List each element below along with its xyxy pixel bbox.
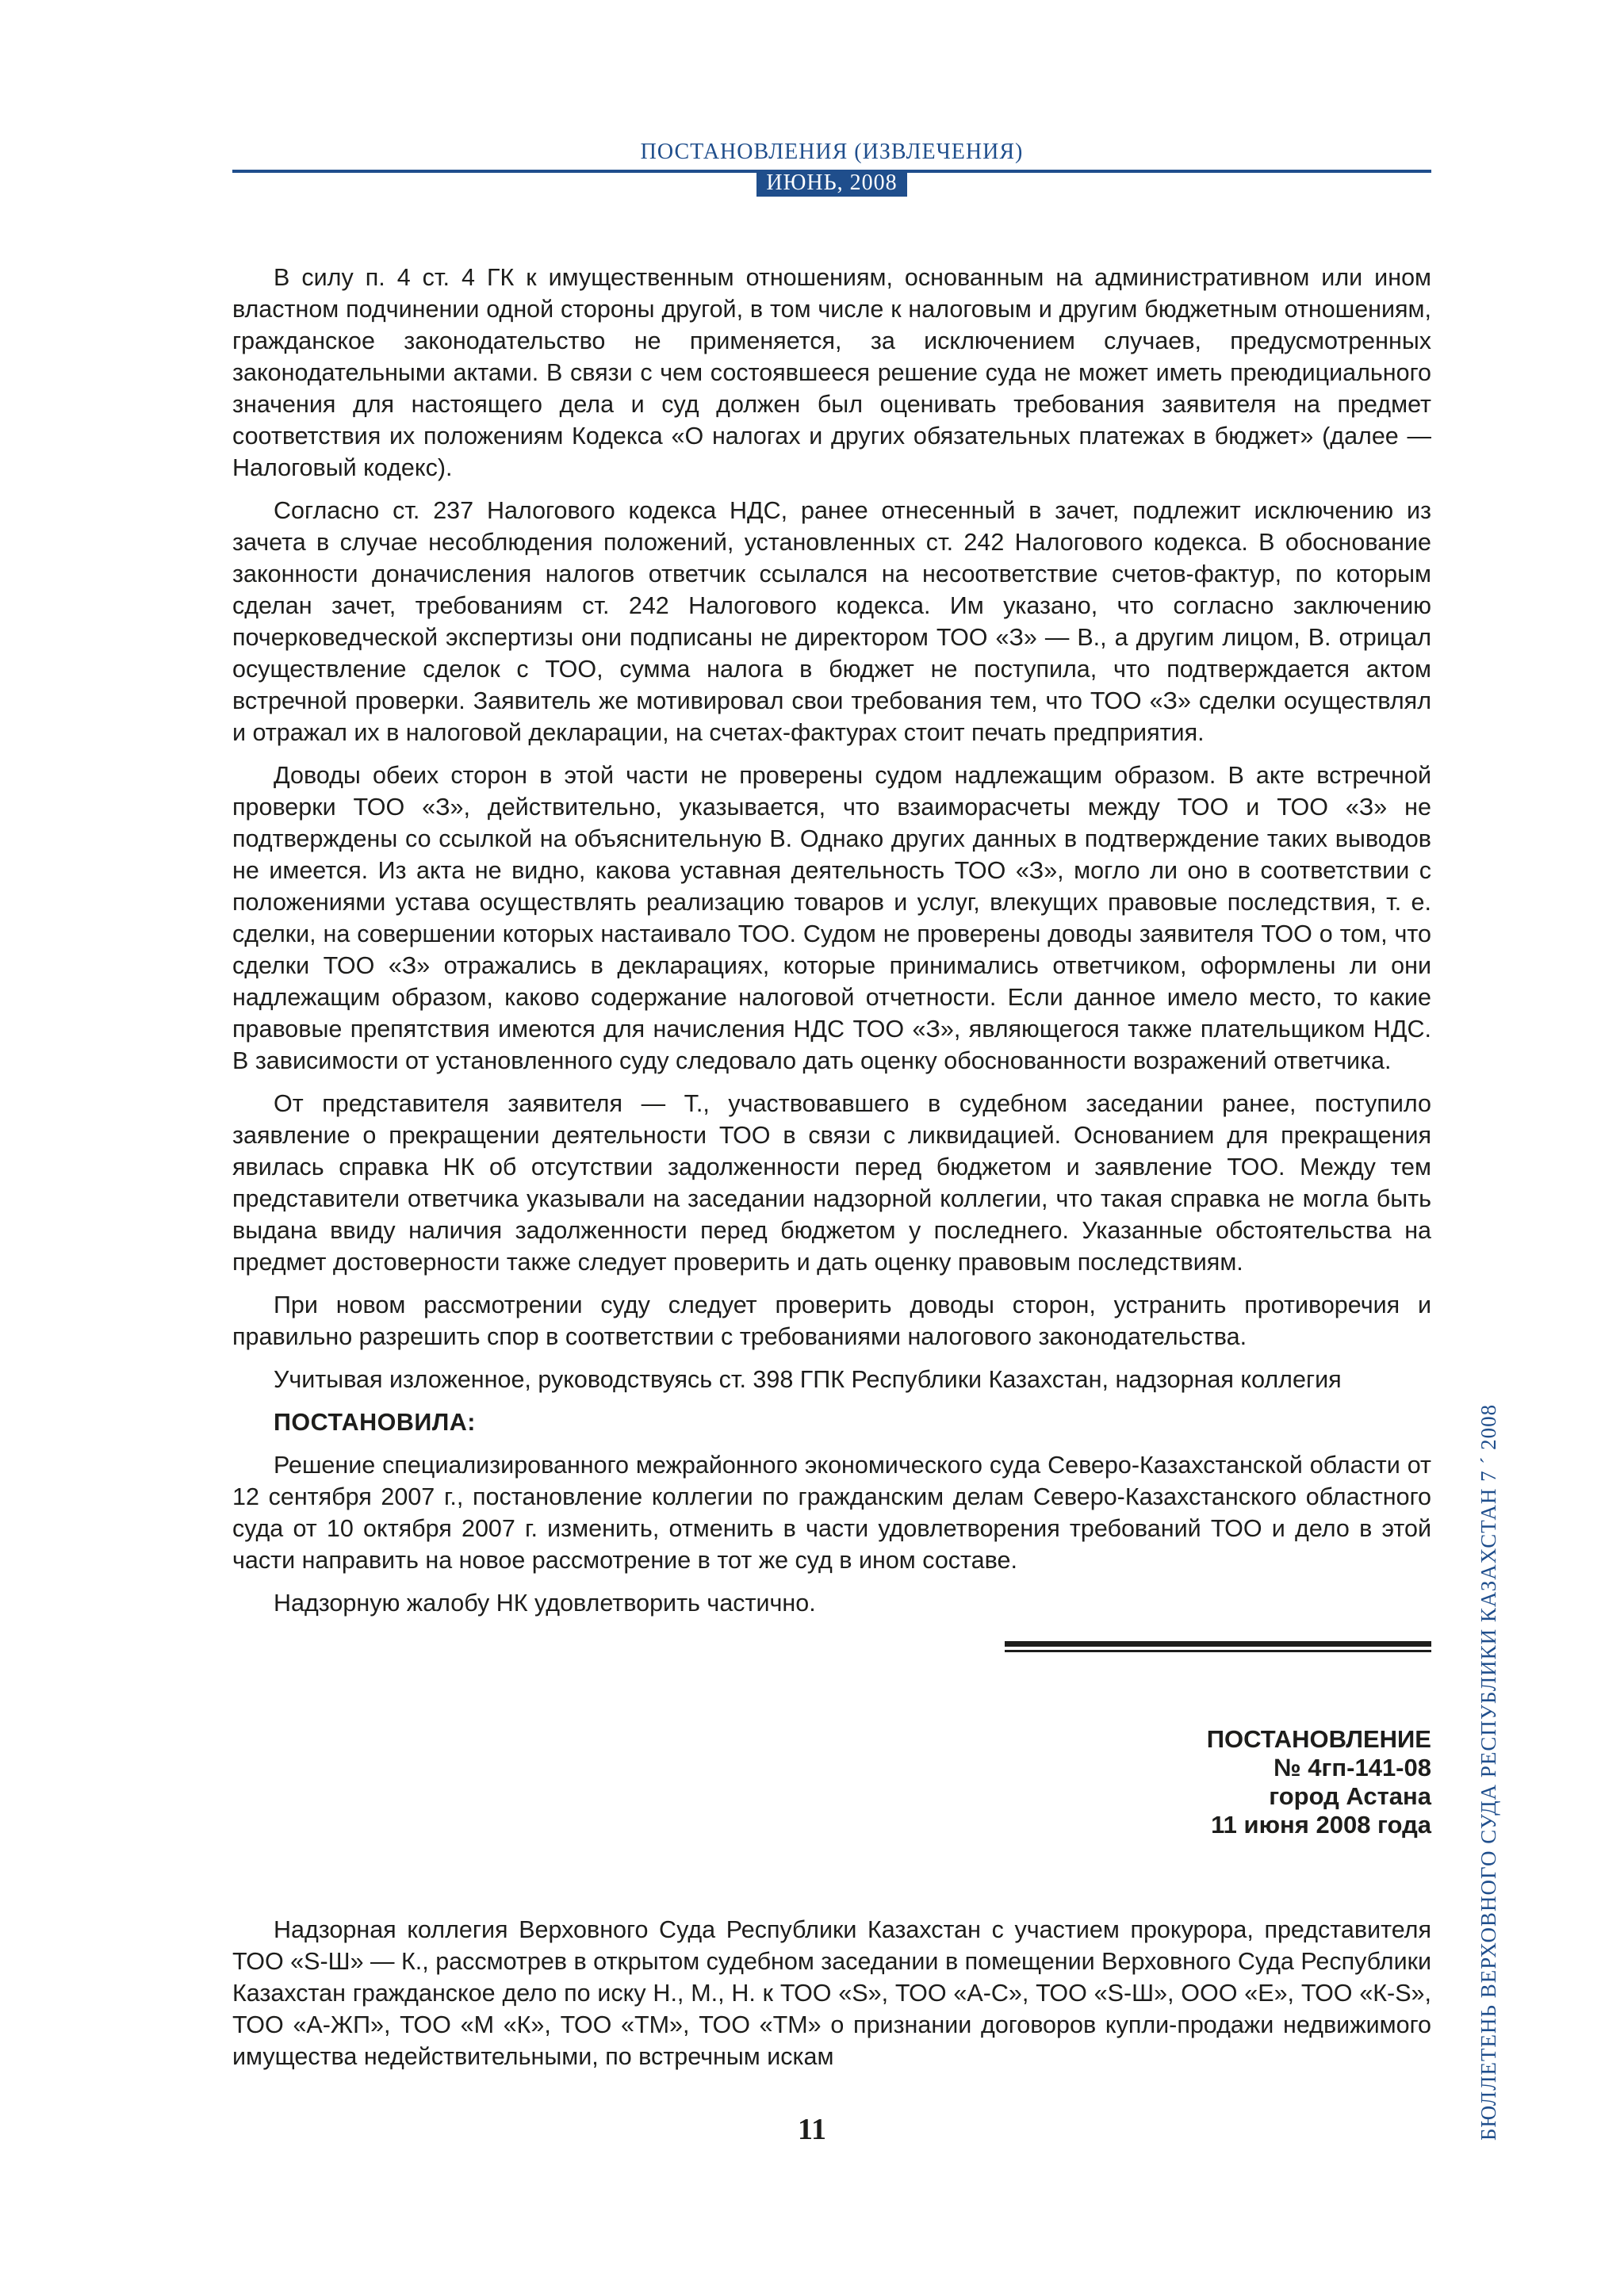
decision-heading <box>232 1725 1431 1839</box>
paragraph-2: Согласно ст. 237 Налогового кодекса НДС, ранее отнесенный в зачет, подлежит исключению из зачета в случае несоблюдения положений, установленных ст. 242 Налогового кодекса. В обоснование законности доначисления налогов ответчик ссылался на несоответствие счетов-фактур, по которым сделан зачет, требованиям ст. 242 Налогового кодекса. Им указано, что согласно заключению почерковедческой экспертизы они подписаны не директором ТОО «З» — В., а другим лицом, В. отрицал осуществление сделок с ТОО, сумма налога в бюджет не поступила, что подтверждается актом встречной проверки. Заявитель же мотивировал свои требования тем, что ТОО «З» сделки осуществлял и отражал их в налоговой декларации, на счетах-фактурах стоит печать предприятия. <box>232 497 1431 746</box>
paragraph-5: При новом рассмотрении суду следует проверить доводы сторон, устранить противоречия и правильно разрешить спор в соответствии с требованиями налогового законодательства. <box>232 1292 1431 1350</box>
decision-date: 11 июня 2008 года <box>1211 1811 1431 1839</box>
document-body <box>232 262 1431 2084</box>
running-header <box>232 136 1431 197</box>
decision-number: № 4гп-141-08 <box>1274 1754 1431 1781</box>
paragraph-1: В силу п. 4 ст. 4 ГК к имущественным отношениям, основанным на административном или ином властном подчинении одной стороны другой, в том числе к налоговым и другим бюджетным отношениям, гражданское законодательство не применяется, за исключением случаев, предусмотренных законодательными актами. В связи с чем состоявшееся решение суда не может иметь преюдициального значения для настоящего дела и суд должен был оценивать требования заявителя на предмет соответствия их положениям Кодекса «О налогах и других обязательных платежах в бюджет» (далее — Налоговый кодекс). <box>232 264 1431 481</box>
divider-thin-line <box>1005 1650 1431 1652</box>
ruling-paragraph-2: Надзорную жалобу НК удовлетворить частично. <box>274 1590 816 1617</box>
side-running-title: БЮЛЛЕТЕНЬ ВЕРХОВНОГО СУДА РЕСПУБЛИКИ КАЗАХСТАН 7 ´ 2008 <box>1477 1403 1500 2141</box>
page-number: 11 <box>798 2113 826 2146</box>
running-title: ПОСТАНОВЛЕНИЯ (ИЗВЛЕЧЕНИЯ) <box>640 140 1024 164</box>
paragraph-3: Доводы обеих сторон в этой части не проверены судом надлежащим образом. В акте встречной проверки ТОО «З», действительно, указывается, что взаиморасчеты между ТОО и ТОО «З» не подтверждены со ссылкой на объяснительную В. Однако других данных в подтверждение таких выводов не имеется. Из акта не видно, какова уставная деятельность ТОО «З», могло ли оно в соответствии с положениями устава осуществлять реализацию товаров и услуг, влекущих правовые последствия, т. е. сделки, на совершении которых настаивало ТОО. Судом не проверены доводы заявителя ТОО о том, что сделки ТОО «З» отражались в декларациях, которые принимались ответчиком, оформлены ли они надлежащим образом, каково содержание налоговой отчетности. Если данное имело место, то какие правовые препятствия имеются для начисления НДС ТОО «З», являющегося также плательщиком НДС. В зависимости от установленного суду следовало дать оценку обоснованности возражений ответчика. <box>232 762 1431 1074</box>
paragraph-6: Учитывая изложенное, руководствуясь ст. 398 ГПК Республики Казахстан, надзорная коллегия <box>274 1366 1342 1393</box>
resolved-label: ПОСТАНОВИЛА: <box>274 1409 476 1436</box>
decision-city: город Астана <box>1269 1782 1431 1810</box>
ruling-paragraph-1: Решение специализированного межрайонного экономического суда Северо-Казахстанской области от 12 сентября 2007 г., постановление коллегии по гражданским делам Северо-Казахстанского областного суда от 10 октября 2007 г. изменить, отменить в части удовлетворения требований ТОО и дело в этой части направить на новое рассмотрение в тот же суд в ином составе. <box>232 1452 1431 1574</box>
final-paragraph: Надзорная коллегия Верховного Суда Республики Казахстан с участием прокурора, представителя ТОО «S-Ш» — К., рассмотрев в открытом судебном заседании в помещении Верховного Суда Республики Казахстан гражданское дело по иску Н., М., Н. к ТОО «S», ТОО «А-С», ТОО «S-Ш», ООО «Е», ТОО «К-S», ТОО «А-ЖП», ТОО «М «К», ТОО «ТМ», ТОО «ТМ» о признании договоров купли-продажи недвижимого имущества недействительными, по встречным искам <box>232 1916 1431 2070</box>
paragraph-4: От представителя заявителя — Т., участвовавшего в судебном заседании ранее, поступило заявление о прекращении деятельности ТОО в связи с ликвидацией. Основанием для прекращения явилась справка НК об отсутствии задолженности перед бюджетом и заявление ТОО. Между тем представители ответчика указывали на заседании надзорной коллегии, что такая справка не могла быть выдана ввиду наличия задолженности перед бюджетом у последнего. Указанные обстоятельства на предмет достоверности также следует проверить и дать оценку правовым последствиям. <box>232 1090 1431 1276</box>
running-date: ИЮНЬ, 2008 <box>756 170 906 197</box>
decision-title: ПОСТАНОВЛЕНИЕ <box>1206 1725 1431 1753</box>
section-divider <box>1005 1641 1431 1652</box>
divider-thick-line <box>1005 1641 1431 1647</box>
